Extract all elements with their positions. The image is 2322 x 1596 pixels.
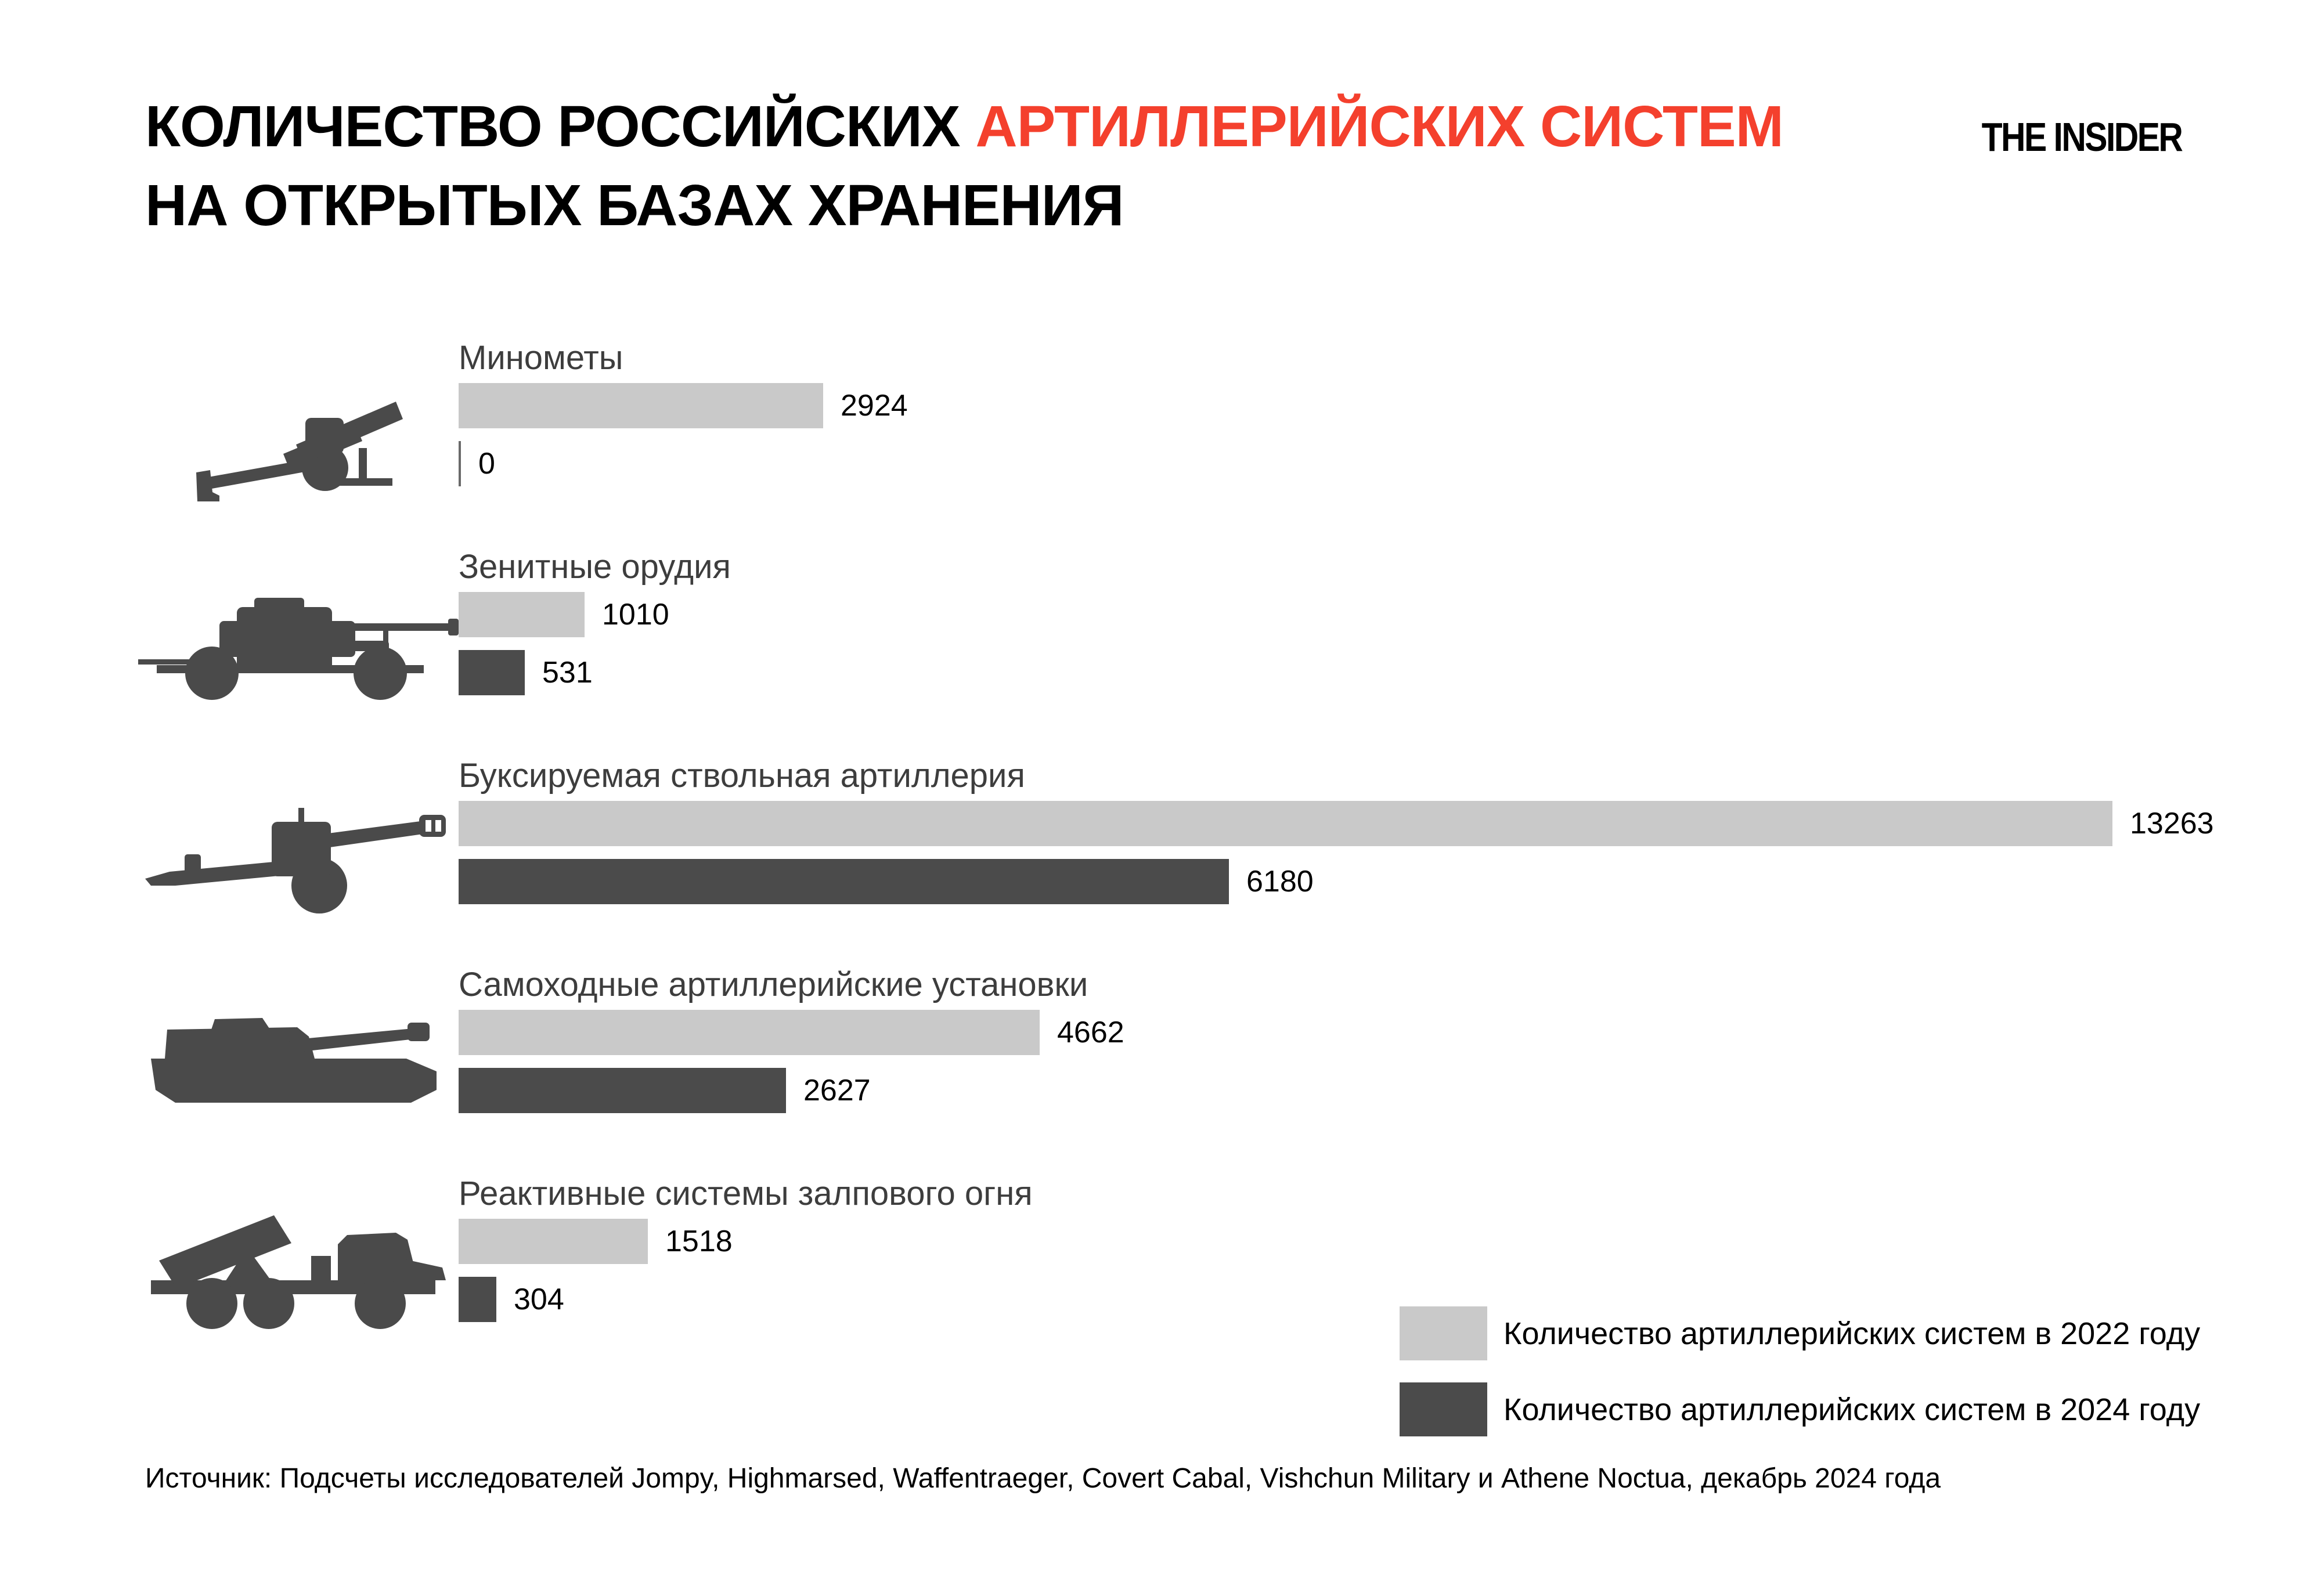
the-insider-logo: THE INSIDER (1981, 114, 2182, 160)
category-label: Самоходные артиллерийские установки (459, 966, 1088, 1003)
legend-item-2024 (1400, 1382, 2200, 1436)
bar-2024 (459, 859, 1229, 904)
mlrs-truck-icon (134, 1212, 459, 1351)
legend-item-2022 (1400, 1306, 2200, 1360)
value-2024: 2627 (803, 1074, 871, 1107)
value-2022: 13263 (2130, 807, 2214, 840)
table-row (459, 548, 2322, 752)
legend-swatch-2022 (1400, 1306, 1487, 1360)
towed-artillery-icon (134, 794, 459, 933)
bar-2022 (459, 801, 2112, 846)
legend-label-2022: Количество артиллерийских систем в 2022 году (1503, 1316, 2201, 1351)
legend-swatch-2024 (1400, 1382, 1487, 1436)
bar-2024 (459, 1277, 496, 1322)
title-line2: НА ОТКРЫТЫХ БАЗАХ ХРАНЕНИЯ (145, 173, 1124, 238)
table-row (459, 340, 2322, 543)
category-label: Зенитные орудия (459, 548, 731, 586)
title-line1-black: КОЛИЧЕСТВО РОССИЙСКИХ (145, 94, 976, 159)
value-2024: 531 (542, 656, 593, 689)
value-2022: 1518 (665, 1225, 733, 1258)
anti-aircraft-gun-icon (134, 585, 459, 724)
value-2024: 6180 (1246, 865, 1314, 898)
legend-label-2024: Количество артиллерийских систем в 2024 году (1503, 1392, 2201, 1427)
value-2024: 0 (478, 447, 495, 481)
bar-2024 (459, 1068, 786, 1113)
bar-2022 (459, 592, 585, 637)
source-note: Источник: Подсчеты исследователей Jompy, Highmarsed, Waffentraeger, Covert Cabal, Vishchun Military и Athene Noctua, декабрь 2024 года (145, 1463, 1941, 1494)
title-line1-red: АРТИЛЛЕРИЙСКИХ СИСТЕМ (975, 94, 1783, 159)
table-row (459, 966, 2322, 1169)
bar-2024 (459, 441, 461, 486)
value-2024: 304 (514, 1283, 564, 1316)
table-row (459, 757, 2322, 961)
page-title (145, 87, 1916, 245)
bar-2022 (459, 1010, 1040, 1055)
category-label: Буксируемая ствольная артиллерия (459, 757, 1025, 795)
bar-2024 (459, 650, 525, 695)
value-2022: 2924 (841, 389, 908, 423)
value-2022: 1010 (602, 598, 669, 631)
bar-2022 (459, 1219, 648, 1264)
self-propelled-artillery-icon (134, 1003, 459, 1142)
bar-2022 (459, 383, 823, 428)
mortar-icon (134, 376, 459, 515)
value-2022: 4662 (1057, 1016, 1124, 1049)
category-label: Минометы (459, 339, 623, 377)
category-label: Реактивные системы залпового огня (459, 1175, 1033, 1212)
